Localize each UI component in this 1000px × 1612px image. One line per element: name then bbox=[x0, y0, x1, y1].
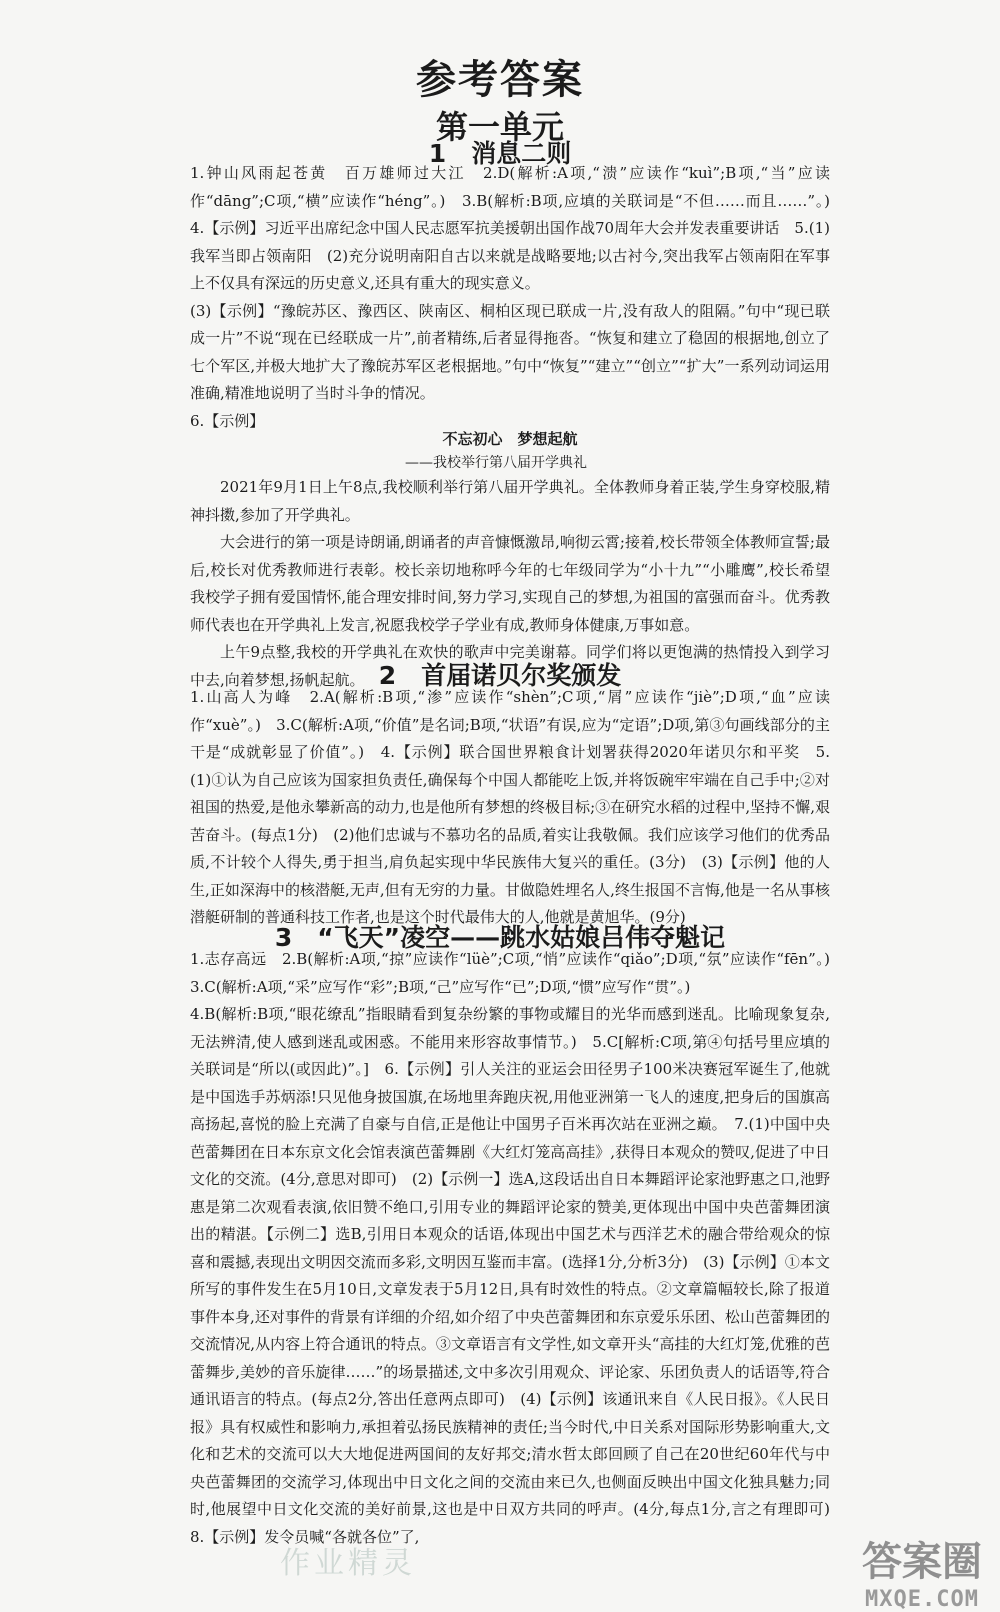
lesson-3-para: 4.B(解析:B项,“眼花缭乱”指眼睛看到复杂纷繁的事物或耀目的光华而感到迷乱。比喻现象复杂,无法辨清,使人感到迷乱或困惑。不能用来形容故事情节。) 5.C[解析:C项,第④句括号里应填的关联词是“所以(或因此)”。] 6.【示例】引人关注的亚运会田径男子100米决赛冠军诞生了,他就是中国选手苏炳添!只见他身披国旗,在场地里奔跑庆祝,用他亚洲第一飞人的速度,把身后的国旗高高扬起,喜悦的脸上充满了自豪与自信,正是他让中国男子百米再次站在亚洲之巅。 7.(1)中国中央芭蕾舞团在日本东京文化会馆表演芭蕾舞剧《大红灯笼高高挂》,获得日本观众的赞叹,促进了中日文化的交流。(4分,意思对即可) (2)【示例一】选A,这段话出自日本舞蹈评论家池野惠之口,池野惠是第二次观看表演,依旧赞不绝口,引用专业的舞蹈评论家的赞美,更体现出中国中央芭蕾舞团演出的精湛。【示例二】选B,引用日本观众的话语,体现出中国艺术与西洋艺术的融合带给观众的惊喜和震撼,表现出文明因交流而多彩,文明因互鉴而丰富。(选择1分,分析3分) (3)【示例】①本文所写的事件发生在5月10日,文章发表于5月12日,具有时效性的特点。②文章篇幅较长,除了报道事件本身,还对事件的背景有详细的介绍,如介绍了中央芭蕾舞团和东京爱乐乐团、松山芭蕾舞团的交流情况,从内容上符合通讯的特点。③文章语言有文学性,如文章开头“高挂的大红灯笼,优雅的芭蕾舞步,美妙的音乐旋律……”的场景描述,文中多次引用观众、评论家、乐团负责人的话语等,符合通讯语言的特点。(每点2分,答出任意两点即可) (4)【示例】该通讯来自《人民日报》。《人民日报》具有权威性和影响力,承担着弘扬民族精神的责任;当今时代,中日关系对国际形势影响重大,文化和艺术的交流可以大大地促进两国间的友好邦交;清水哲太郎回顾了自己在20世纪60年代与中央芭蕾舞团的交流学习,体现出中日文化之间的交流由来已久,也侧面反映出中国文化独具魅力;同时,他展望中日文化交流的美好前景,这也是中日双方共同的呼声。(4分,每点1分,言之有理即可) 8.【示例】发令员喊“各就各位”了, bbox=[190, 1005, 846, 1546]
lesson-2-para: 1.山高人为峰 2.A(解析:B项,“渗”应读作“shèn”;C项,“屑”应读作“jiè”;D项,“血”应读作“xuè”。) 3.C(解析:A项,“价值”是名词;B项,“状语”有误,应为“定语”;D项,第③句画线部分的主干是“成就彰显了价值”。) 4.【示例】联合国世界粮食计划署获得2020年诺贝尔和平奖 5.(1)①认为自己应该为国家担负责任,确保每个中国人都能吃上饭,并将饭碗牢牢端在自己手中;②对祖国的热爱,是他永攀新高的动力,也是他所有梦想的终极目标;③在研究水稻的过程中,坚持不懈,艰苦奋斗。(每点1分) (2)他们忠诚与不慕功名的品质,着实让我敬佩。我们应该学习他们的优秀品质,不计较个人得失,勇于担当,肩负起实现中华民族伟大复兴的重任。(3分) (3)【示例】他的人生,正如深海中的核潜艇,无声,但有无穷的力量。甘做隐姓埋名人,终生报国不言悔,他是一名从事核潜艇研制的普通科技工作者,也是这个时代最伟大的人,他就是黄旭华。(9分) bbox=[190, 688, 830, 926]
lesson-1-para: 6.【示例】 bbox=[190, 411, 265, 430]
essay-title: 不忘初心 梦想起航 bbox=[442, 430, 578, 448]
watermark-domain: MXQE.COM bbox=[865, 1587, 979, 1612]
page-heading: 参考答案 bbox=[416, 57, 584, 103]
essay-para: 大会进行的第一项是诗朗诵,朗诵者的声音慷慨激昂,响彻云霄;接着,校长带领全体教师宣誓;最后,校长对优秀教师进行表彰。校长亲切地称呼今年的七年级同学为“小十九”“小雕鹰”,校长希望我校学子拥有爱国情怀,能合理安排时间,努力学习,实现自己的梦想,为祖国的富强而奋斗。优秀教师代表也在开学典礼上发言,祝愿我校学子学业有成,教师身体健康,万事如意。 bbox=[190, 533, 830, 634]
lesson-1-para: (3)【示例】“豫皖苏区、豫西区、陕南区、桐柏区现已联成一片,没有敌人的阻隔。”句中“现已联成一片”不说“现在已经联成一片”,前者精练,后者显得拖沓。“恢复和建立了稳固的根据地,创立了七个军区,并极大地扩大了豫皖苏军区老根据地。”句中“恢复”“建立”“创立”“扩大”一系列动词运用准确,精准地说明了当时斗争的情况。 bbox=[190, 301, 830, 402]
essay-para: 2021年9月1日上午8点,我校顺利举行第八届开学典礼。全体教师身着正装,学生身穿校服,精神抖擞,参加了开学典礼。 bbox=[190, 478, 830, 524]
lesson-1-title: 1 消息二则 bbox=[428, 139, 572, 168]
lesson-2-title: 2 首届诺贝尔奖颁发 bbox=[378, 661, 622, 690]
watermark-brand: 答案圈 bbox=[862, 1539, 982, 1585]
unit-title: 第一单元 bbox=[435, 108, 564, 146]
lesson-2-answers bbox=[190, 684, 830, 932]
essay-subtitle: ——我校举行第八届开学典礼 bbox=[405, 455, 587, 471]
lesson-3-para: 1.志存高远 2.B(解析:A项,“掠”应读作“lüè”;C项,“悄”应读作“qiǎo”;D项,“氛”应读作“fēn”。) 3.C(解析:A项,“采”应写作“彩”;B项,“己”应写作“已”;D项,“惯”应写作“贯”。) bbox=[190, 950, 846, 996]
footer-watermark: 作业精灵 bbox=[280, 1546, 416, 1581]
lesson-1-answers bbox=[190, 160, 846, 435]
lesson-3-title: 3 “飞天”凌空——跳水姑娘吕伟夺魁记 bbox=[274, 923, 726, 952]
lesson-1-para: 1.钟山风雨起苍黄 百万雄师过大江 2.D(解析:A项,“溃”应读作“kuì”;B项,“当”应读作“dāng”;C项,“横”应读作“héng”。) 3.B(解析:B项,应填的关联词是“不但……而且……”。) 4.【示例】习近平出席纪念中国人民志愿军抗美援朝出国作战70周年大会并发表重要讲话 5.(1)我军当即占领南阳 (2)充分说明南阳自古以来就是战略要地;以古衬今,突出我军占领南阳在军事上不仅具有深远的历史意义,还具有重大的现实意义。 bbox=[190, 164, 846, 292]
essay-para: 上午9点整,我校的开学典礼在欢快的歌声中完美谢幕。同学们将以更饱满的热情投入到学习中去,向着梦想,扬帆起航。 bbox=[190, 643, 830, 689]
lesson-3-answers bbox=[190, 946, 846, 1551]
